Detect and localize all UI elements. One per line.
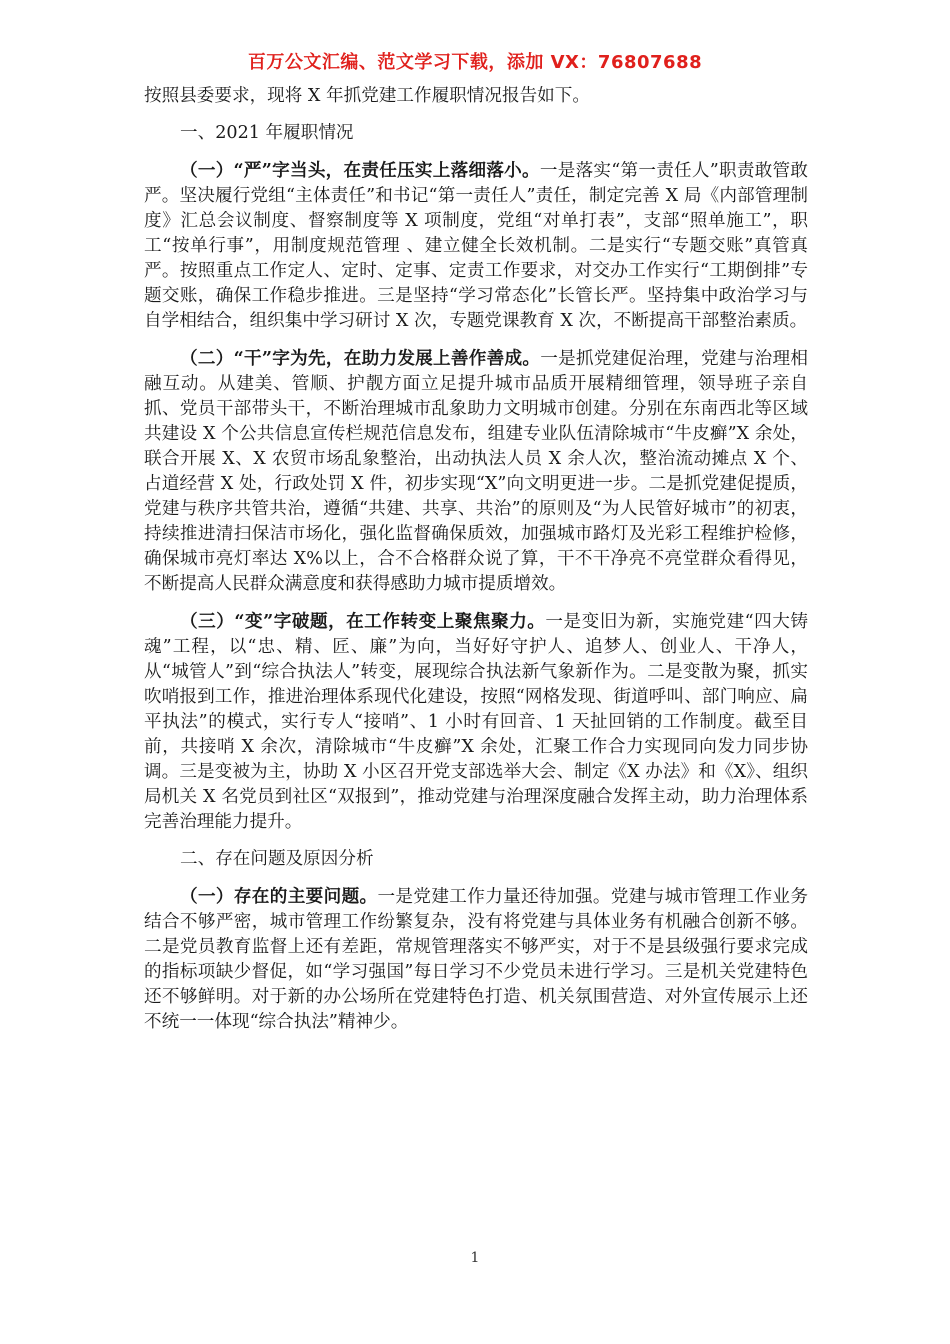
paragraph-lead: （一）“严”字当头，在责任压实上落细落小。: [180, 160, 540, 181]
paragraph-body: 一是变旧为新，实施党建“四大铸魂”工程，以“忠、精、匠、廉”为向，当好好守护人、追梦人、创业人、干净人，从“城管人”到“综合执法人”转变，展现综合执法新气象新作为。二是变散为聚，抓实吹哨报到工作，推进治理体系现代化建设，按照“网格发现、街道呼叫、部门响应、扁平执法”的模式，实行专人“接哨”、1 小时有回音、1 天扯回销的工作制度。截至目前，共接哨 X 余次，清除城市“牛皮癣”X 余处，汇聚工作合力实现同向发力同步协调。三是变被为主，协助 X 小区召开党支部选举大会、制定《X 办法》和《X》、组织局机关 X 名党员到社区“双报到”，推动党建与治理深度融合发挥主动，助力治理体系完善治理能力提升。: [144, 612, 808, 832]
intro-paragraph: 按照县委要求，现将 X 年抓党建工作履职情况报告如下。: [144, 86, 590, 106]
paragraph-lead: （一）存在的主要问题。: [180, 886, 378, 907]
paragraph-lead: （三）“变”字破题，在工作转变上聚焦聚力。: [180, 611, 546, 632]
document-body: [144, 84, 808, 1047]
page-number: 1: [470, 1250, 480, 1266]
paragraph-lead: （二）“干”字为先，在助力发展上善作善成。: [180, 348, 541, 369]
paragraph-3: [144, 609, 808, 835]
paragraph-body: 一是落实“第一责任人”职责敢管敢严。坚决履行党组“主体责任”和书记“第一责任人”责任，制定完善 X 局《内部管理制度》汇总会议制度、督察制度等 X 项制度，党组“对单打表”，支部“照单施工”，职工“按单行事”，用制度规范管理 、建立健全长效机制。二是实行“专题交账”真管真严。按照重点工作定人、定时、定事、定责工作要求，对交办工作实行“工期倒排”专题交账，确保工作稳步推进。三是坚持“学习常态化”长管长严。坚持集中政治学习与自学相结合，组织集中学习研讨 X 次，专题党课教育 X 次，不断提高干部整治素质。: [144, 161, 808, 331]
paragraph-body: 一是党建工作力量还待加强。党建与城市管理工作业务结合不够严密，城市管理工作纷繁复杂，没有将党建与具体业务有机融合创新不够。二是党员教育监督上还有差距，常规管理落实不够严实，对于不是县级强行要求完成的指标项缺少督促，如“学习强国”每日学习不少党员未进行学习。三是机关党建特色还不够鲜明。对于新的办公场所在党建特色打造、机关氛围营造、对外宣传展示上还不统一一体现“综合执法”精神少。: [144, 887, 808, 1032]
section-heading-2: 二、存在问题及原因分析: [180, 849, 374, 869]
section-heading-1: 一、2021 年履职情况: [180, 123, 354, 143]
paragraph-4: [144, 884, 808, 1035]
paragraph-1: [144, 158, 808, 334]
paragraph-body: 一是抓党建促治理，党建与治理相融互动。从建美、管顺、护靓方面立足提升城市品质开展精细管理，领导班子亲自抓、党员干部带头干，不断治理城市乱象助力文明城市创建。分别在东南西北等区域共建设 X 个公共信息宣传栏规范信息发布，组建专业队伍清除城市“牛皮癣”X 余处，联合开展 X、X 农贸市场乱象整治，出动执法人员 X 余人次，整治流动摊点 X 个、占道经营 X 处，行政处罚 X 件，初步实现“X”向文明更进一步。二是抓党建促提质，党建与秩序共管共治，遵循“共建、共享、共治”的原则及“为人民管好城市”的初衷，持续推进清扫保洁市场化，强化监督确保质效，加强城市路灯及光彩工程维护检修，确保城市亮灯率达 X%以上，合不合格群众说了算，干不干净亮不亮堂群众看得见，不断提高人民群众满意度和获得感助力城市提质增效。: [144, 349, 808, 594]
header-banner: 百万公文汇编、范文学习下载，添加 VX：76807688: [247, 52, 703, 73]
paragraph-2: [144, 346, 808, 597]
